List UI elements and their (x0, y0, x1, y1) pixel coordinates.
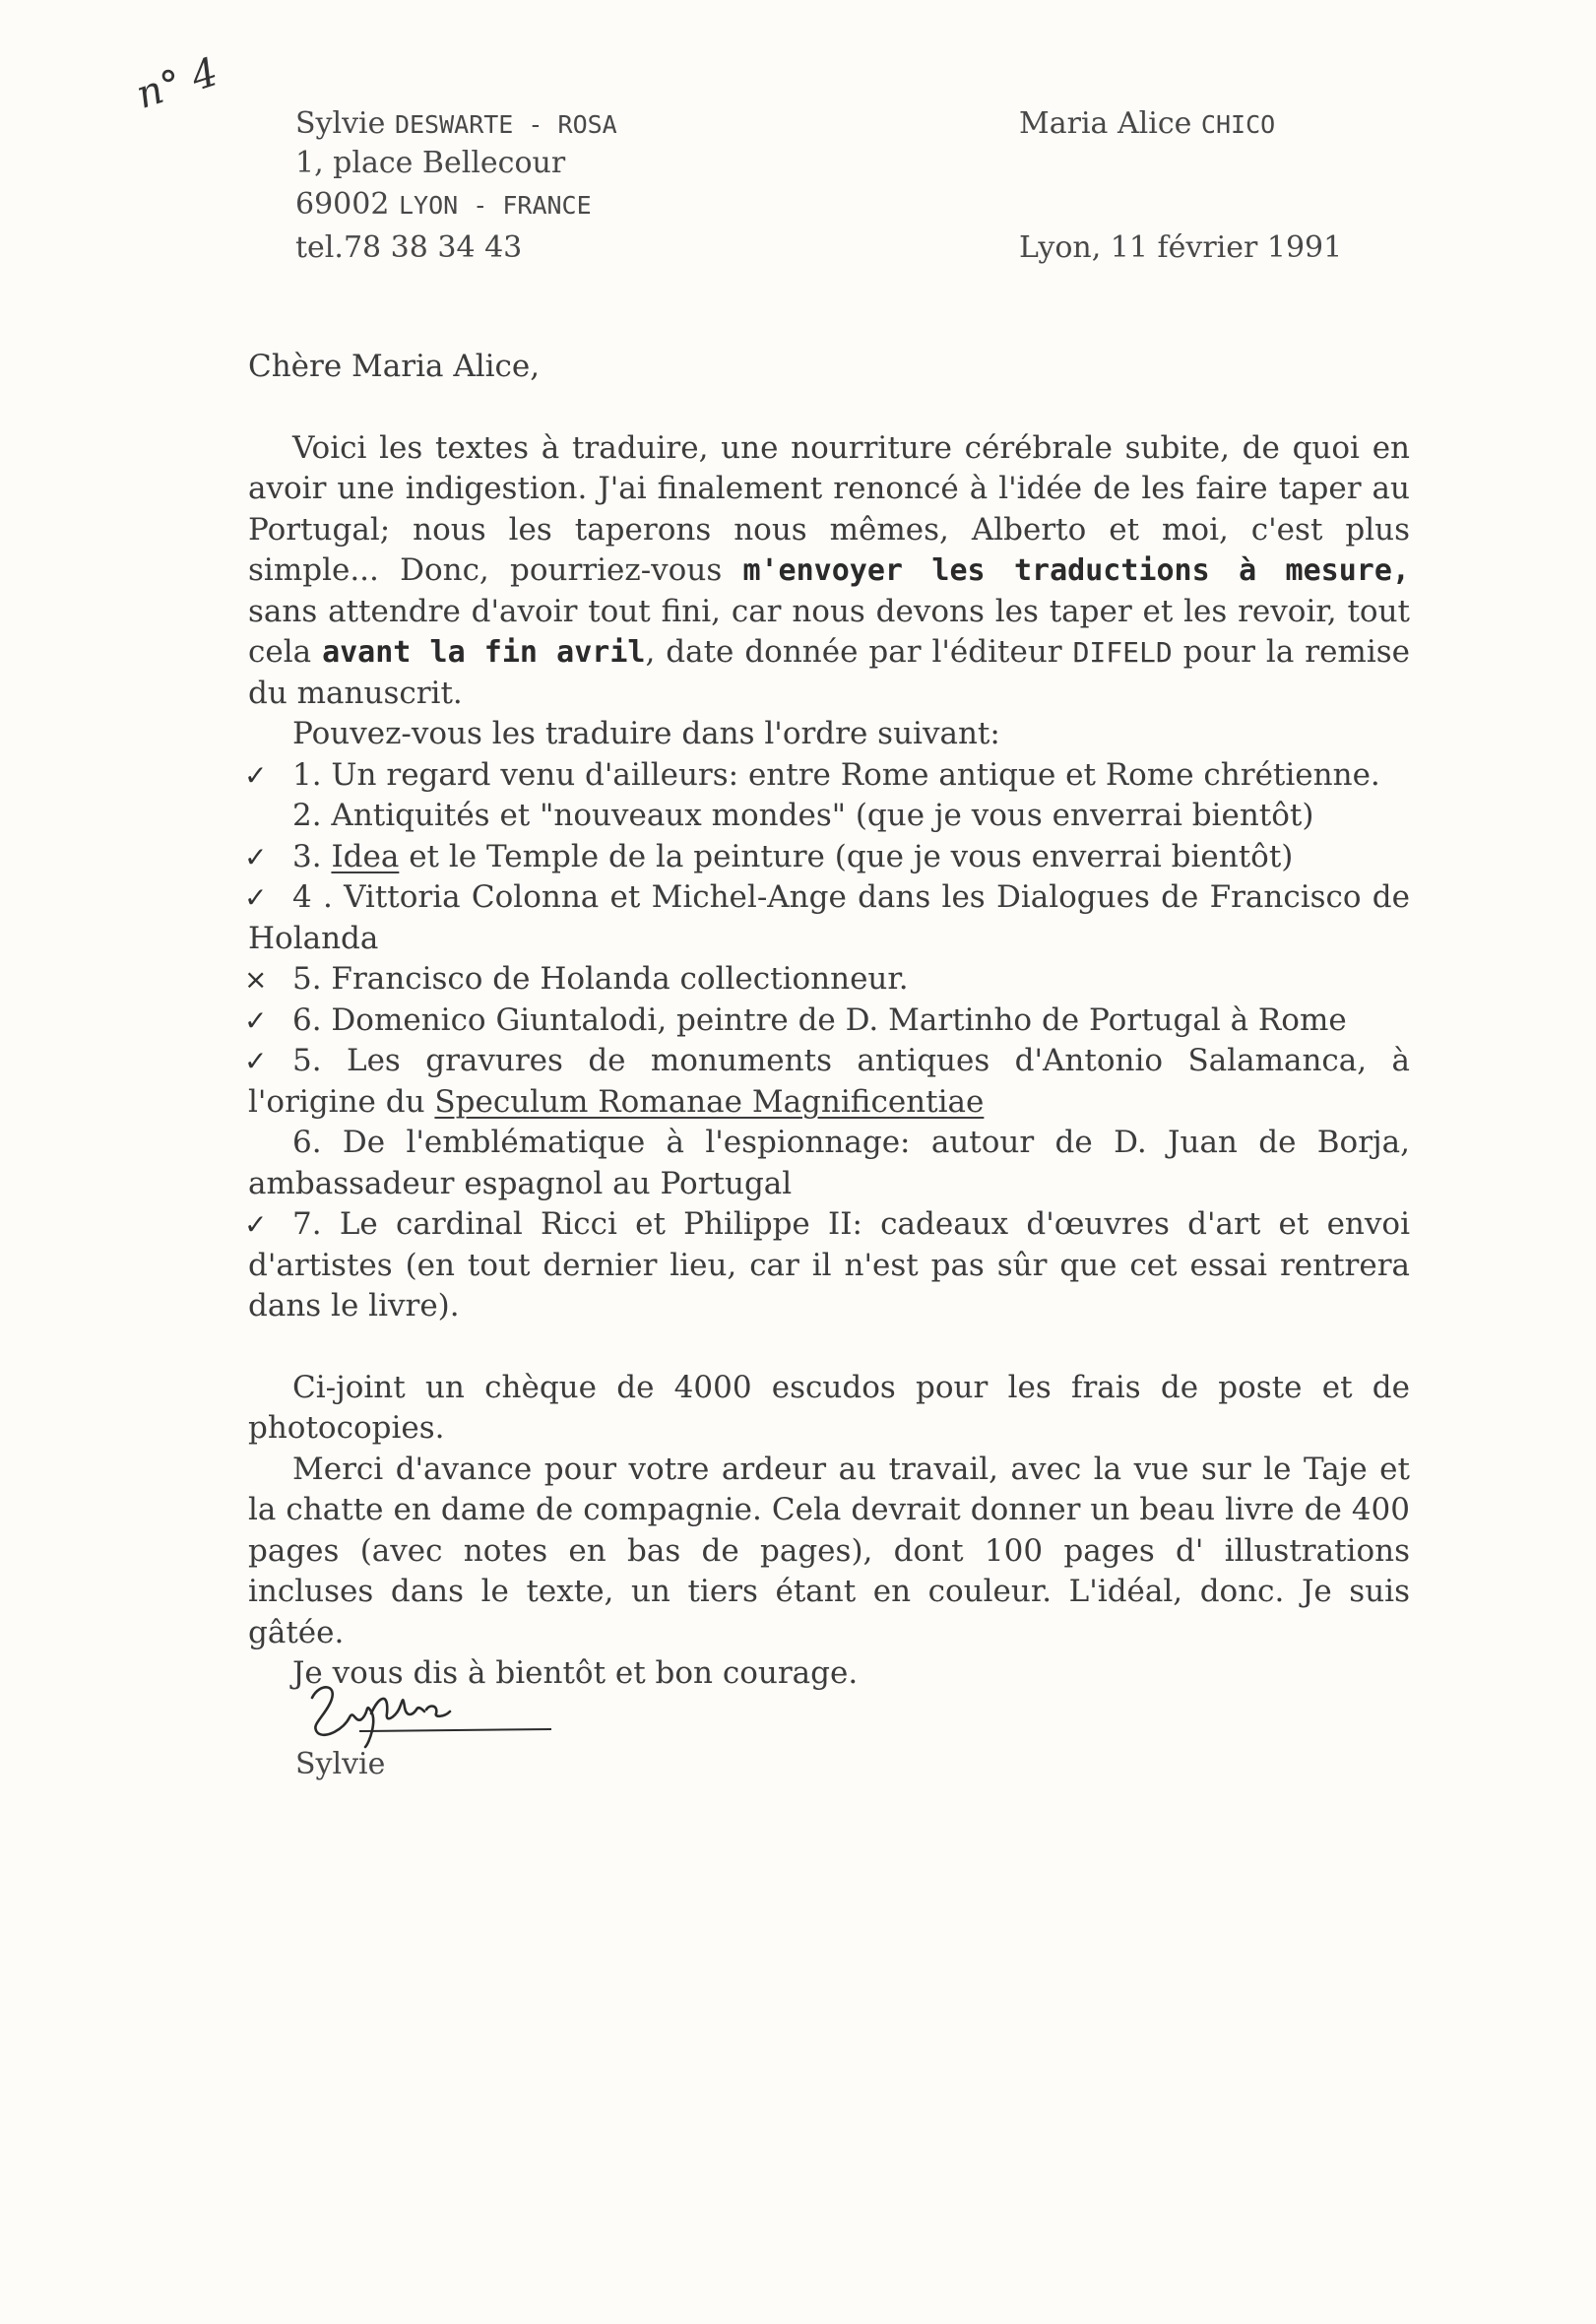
check-mark-icon: ✓ (244, 1003, 268, 1037)
sender-city (295, 187, 592, 222)
recipient-last-name: CHICO (1200, 110, 1276, 139)
paragraph-translations (248, 428, 1410, 715)
publisher-name: DIFELD (1072, 636, 1173, 669)
para1-text-a: Voici les textes à traduire, une nourriture cérébrale subite, de quoi en avoir une indigestion. J'ai finalement renoncé à l'idée de les faire taper au Portugal; nous les taperons nous mêmes, Alberto et moi, c'est plus simple... Donc, pourriez-vous (248, 429, 1410, 588)
para1-text-c: , date donnée par l'éditeur (645, 634, 1073, 670)
sender-address: 1, place Bellecour (295, 146, 566, 180)
para1-text-b: sans attendre d'avoir tout fini, car nous devons les taper et les revoir, tout cela (248, 593, 1410, 670)
list-item (244, 877, 1410, 959)
chapter-list (244, 755, 1410, 1327)
cross-mark-icon: × (244, 963, 268, 996)
list-item-text: 2. Antiquités et "nouveaux mondes" (que je vous enverrai bientôt) (292, 798, 1314, 833)
list-item (244, 837, 1410, 878)
sender-phone: tel.78 38 34 43 (295, 230, 523, 265)
sender-postcode: 69002 (295, 187, 390, 222)
underlined-title: Speculum Romanae Magnificentiae (434, 1083, 985, 1120)
recipient-first-name: Maria Alice (1019, 106, 1192, 141)
check-mark-icon: ✓ (244, 1045, 268, 1077)
letter-body (244, 347, 1410, 1695)
salutation: Chère Maria Alice, (248, 349, 541, 384)
sender-last-name: DESWARTE - ROSA (394, 110, 617, 139)
place-date: Lyon, 11 février 1991 (1019, 230, 1343, 265)
list-item-text: 7. Le cardinal Ricci et Philippe II: cadeaux d'œuvres d'art et envoi d'artistes (en tout dernier lieu, car il n'est pas sûr que cet essai rentrera dans le livre). (248, 1206, 1410, 1323)
list-item-text: 1. Un regard venu d'ailleurs: entre Rome antique et Rome chrétienne. (292, 756, 1380, 793)
list-item (244, 959, 1410, 1001)
list-item (248, 1123, 1410, 1204)
list-item (248, 796, 1410, 837)
order-intro: Pouvez-vous les traduire dans l'ordre suivant: (292, 716, 1000, 751)
list-item (244, 755, 1410, 797)
check-mark-icon: ✓ (244, 1208, 268, 1241)
list-item (244, 1204, 1410, 1327)
handwritten-signature (300, 1674, 556, 1753)
sender-name (295, 106, 617, 141)
list-item (244, 1001, 1410, 1042)
list-item-text: 4 . Vittoria Colonna et Michel-Ange dans les Dialogues de Francisco de Holanda (248, 879, 1410, 956)
closing-line: Je vous dis à bientôt et bon courage. (292, 1655, 859, 1691)
check-mark-icon: ✓ (244, 840, 268, 873)
list-item-number: 3. (292, 838, 332, 874)
sender-city-country: LYON - FRANCE (398, 191, 592, 220)
list-item-text: 6. De l'emblématique à l'espionnage: autour de D. Juan de Borja, ambassadeur espagnol au Portugal (248, 1125, 1410, 1201)
para1-text-d: pour la remise du manuscrit. (248, 634, 1410, 711)
list-item-text: 6. Domenico Giuntalodi, peintre de D. Martinho de Portugal à Rome (292, 1001, 1347, 1038)
para1-bold-deadline: avant la fin avril (322, 635, 646, 670)
paragraph-thanks: Merci d'avance pour votre ardeur au travail, avec la vue sur le Taje et la chatte en dame de compagnie. Cela devrait donner un beau livre de 400 pages (avec notes en bas de pages), dont 100 pages d' illustrations incluses dans le texte, un tiers étant en couleur. L'idéal, donc. Je suis gâtée. (248, 1451, 1410, 1650)
list-item-text: 5. Francisco de Holanda collectionneur. (292, 961, 909, 997)
list-item (244, 1041, 1410, 1123)
signature-scribble-icon (300, 1674, 556, 1753)
list-item-text: et le Temple de la peinture (que je vous enverrai bientôt) (399, 838, 1294, 874)
check-mark-icon: ✓ (244, 758, 268, 792)
underlined-title: Idea (331, 838, 400, 874)
handwritten-number-annotation: n° 4 (130, 49, 223, 118)
recipient-name (1019, 106, 1275, 141)
list-item-text: 5. Les gravures de monuments antiques d'Antonio Salamanca, à l'origine du (248, 1043, 1410, 1120)
sender-first-name: Sylvie (295, 106, 386, 141)
check-mark-icon: ✓ (244, 881, 268, 914)
signature-name: Sylvie (295, 1747, 386, 1781)
para1-bold-request: m'envoyer les traductions à mesure, (742, 553, 1410, 588)
paragraph-cheque: Ci-joint un chèque de 4000 escudos pour les frais de poste et de photocopies. (248, 1369, 1410, 1446)
